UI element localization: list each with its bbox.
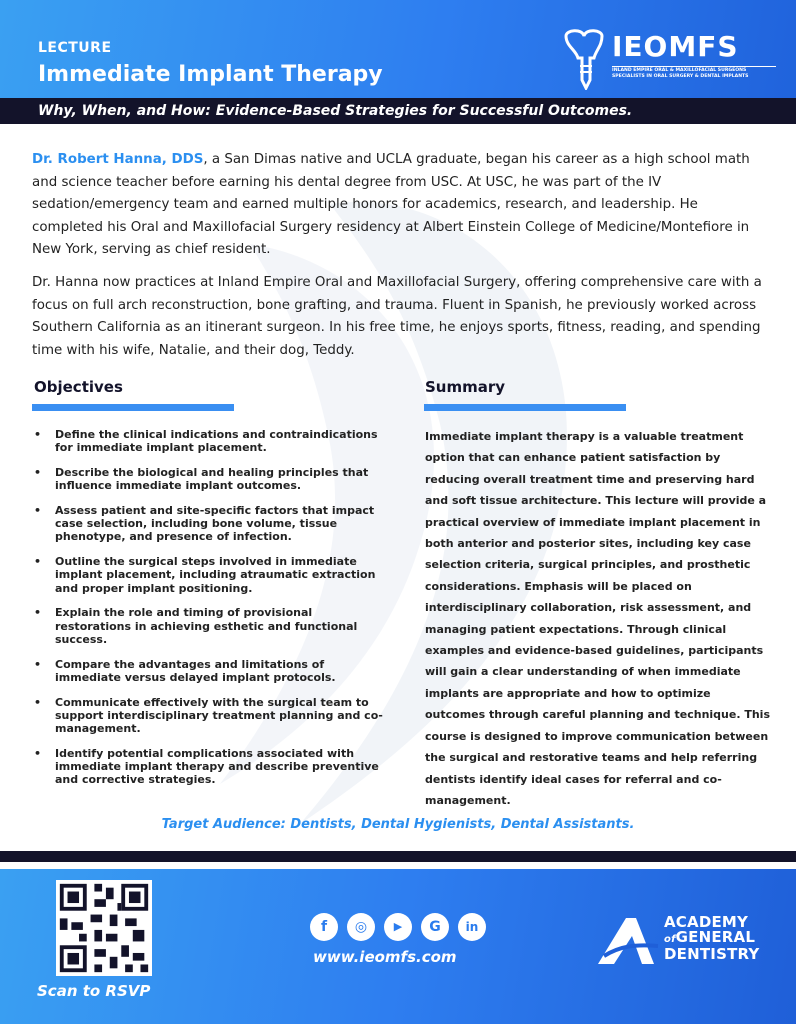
- agd-line-3: DENTISTRY: [664, 945, 760, 963]
- list-item: • Compare the advantages and limitations of immediate versus delayed implant protocols.: [34, 657, 336, 684]
- youtube-icon[interactable]: ▶: [384, 913, 412, 941]
- facebook-icon[interactable]: f: [310, 913, 338, 941]
- website-link[interactable]: www.ieomfs.com: [313, 948, 457, 966]
- bio-paragraph-1-text: , a San Dimas native and UCLA graduate, began his career as a high school math and science teacher before earning his dental degree from USC. At USC, he was part of the IV sedation/emergency team and earned multiple honors for academics, research, and leadership. He completed his Oral and Maxillofacial Surgery residency at Albert Einstein College of Medicine/Montefiore in New York, serving as chief resident.: [32, 152, 750, 258]
- bullet-icon: •: [34, 504, 42, 517]
- tooth-implant-icon: [566, 31, 602, 88]
- page-subtitle: Why, When, and How: Evidence-Based Strategies for Successful Outcomes.: [38, 103, 633, 119]
- agd-line-1: ACADEMY: [664, 913, 749, 931]
- lecture-label: LECTURE: [38, 40, 112, 56]
- agd-wordmark: [664, 915, 760, 962]
- summary-heading: Summary: [425, 378, 506, 396]
- logo-line-2: SPECIALISTS IN ORAL SURGERY & DENTAL IMPLANTS: [612, 74, 749, 79]
- list-item: • Define the clinical indications and contraindications for immediate implant placement.: [34, 428, 378, 455]
- summary-underline: [424, 404, 626, 411]
- objectives-list: [32, 428, 388, 798]
- objectives-heading: Objectives: [34, 378, 123, 396]
- footer-divider: [0, 851, 796, 862]
- list-item: • Outline the surgical steps involved in immediate implant placement, including atraumatic extraction and proper implant positioning.: [34, 555, 376, 595]
- logo-name: IEOMFS: [612, 30, 739, 63]
- target-audience: Target Audience: Dentists, Dental Hygienists, Dental Assistants.: [161, 817, 635, 832]
- google-icon[interactable]: G: [421, 913, 449, 941]
- bullet-icon: •: [34, 466, 42, 479]
- bullet-icon: •: [34, 428, 42, 441]
- social-links: [310, 913, 490, 943]
- bullet-icon: •: [34, 606, 42, 620]
- instagram-icon[interactable]: ◎: [347, 913, 375, 941]
- logo-line-1: INLAND EMPIRE ORAL & MAXILLOFACIAL SURGEONS: [612, 68, 747, 73]
- speaker-name: Dr. Robert Hanna, DDS: [32, 152, 204, 167]
- linkedin-icon[interactable]: in: [458, 913, 486, 941]
- bullet-icon: •: [34, 695, 42, 709]
- bullet-icon: •: [34, 657, 42, 671]
- bio-paragraph-2: Dr. Hanna now practices at Inland Empire Oral and Maxillofacial Surgery, offering comprehensive care with a focus on full arch reconstruction, bone grafting, and trauma. Fluent in Spanish, he previously worked across Southern California as an itinerant surgeon. In his free time, he enjoys sports, fitness, reading, and spending time with his wife, Natalie, and their dog, Teddy.: [32, 275, 762, 358]
- list-item: • Describe the biological and healing principles that influence immediate implant outcomes.: [34, 466, 369, 493]
- agd-a-mark-icon: [598, 918, 654, 964]
- summary-text: Immediate implant therapy is a valuable treatment option that can enhance patient satisfaction by reducing overall treatment time and preserving hard and soft tissue architecture. This lecture will provide a practical overview of immediate implant placement in both anterior and posterior sites, including key case selection criteria, surgical principles, and prosthetic considerations. Emphasis will be placed on interdisciplinary collaboration, risk assessment, and managing patient expectations. Through clinical examples and evidence-based guidelines, participants will gain a clear understanding of when immediate implants are appropriate and how to optimize outcomes through careful planning and technique. This course is designed to improve communication between the surgical and restorative teams and help referring dentists identify ideal cases for referral and co-management.: [425, 430, 770, 807]
- bullet-icon: •: [34, 555, 42, 569]
- bullet-icon: •: [34, 746, 42, 760]
- logo-tagline: [612, 66, 776, 80]
- list-item: • Communicate effectively with the surgical team to support interdisciplinary treatment planning and co-management.: [34, 695, 383, 736]
- list-item: • Identify potential complications associated with immediate implant therapy and describe preventive and corrective strategies.: [34, 746, 379, 787]
- scan-to-rsvp-label: Scan to RSVP: [37, 982, 151, 1000]
- list-item: • Assess patient and site-specific factors that impact case selection, including bone volume, tissue phenotype, and presence of infection.: [34, 504, 375, 544]
- agd-line-2: GENERAL: [675, 928, 756, 946]
- agd-of: of: [664, 934, 676, 945]
- rsvp-qr-code[interactable]: [56, 880, 152, 976]
- bio-paragraph-1: [32, 149, 772, 262]
- objectives-underline: [32, 404, 234, 411]
- page-title: Immediate Implant Therapy: [38, 62, 383, 87]
- list-item: • Explain the role and timing of provisional restorations in achieving esthetic and functional success.: [34, 606, 358, 646]
